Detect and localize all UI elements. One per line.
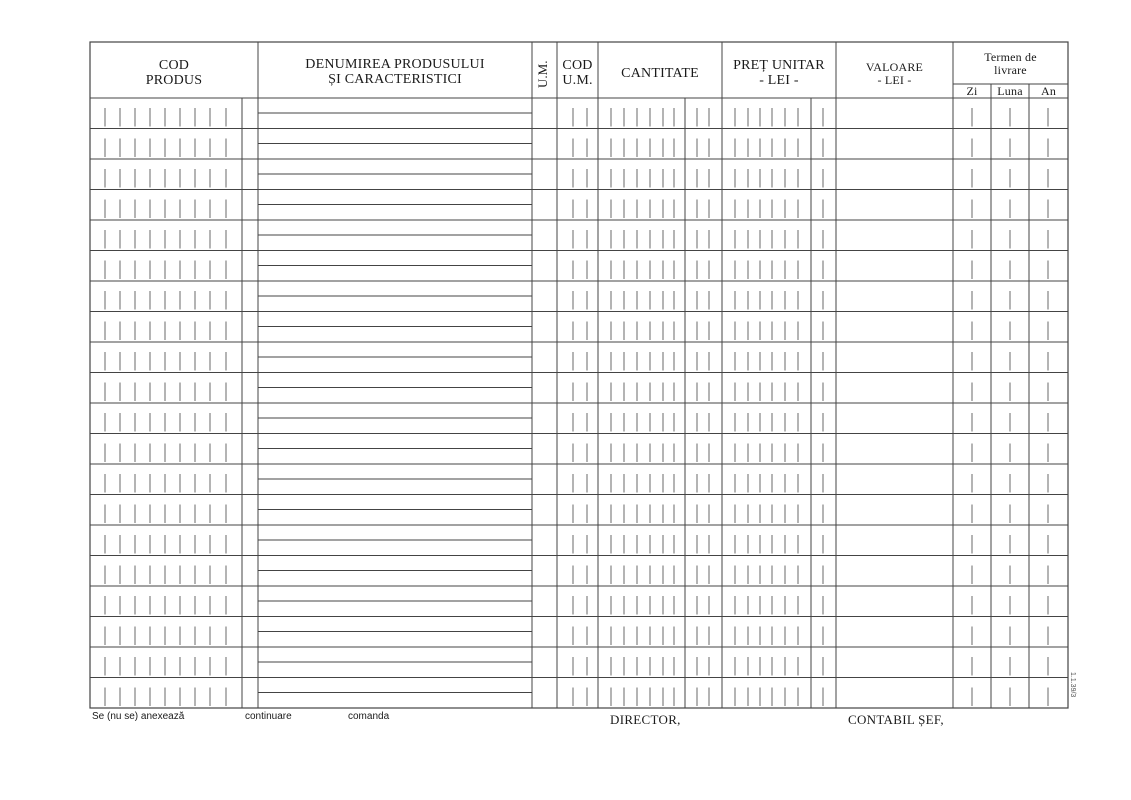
header-cantitate: CANTITATE bbox=[621, 65, 699, 81]
footer-continuare: continuare bbox=[245, 711, 292, 722]
footer-comanda: comanda bbox=[348, 711, 390, 722]
header-an: An bbox=[1040, 84, 1057, 99]
header-denumire: DENUMIREA PRODUSULUI ȘI CARACTERISTICI bbox=[305, 57, 485, 87]
form-border bbox=[90, 42, 1068, 708]
header-luna: Luna bbox=[997, 84, 1023, 99]
header-cod-produs: COD PRODUS bbox=[145, 58, 203, 88]
footer-director: DIRECTOR, bbox=[610, 712, 681, 727]
header-um: U.M. bbox=[535, 60, 550, 88]
header-pret-unitar: PREȚ UNITAR - LEI - bbox=[733, 58, 825, 88]
footer-anexeaza: Se (nu se) anexează bbox=[92, 711, 185, 722]
form-code: 1.1.39/3 bbox=[1069, 672, 1076, 698]
footer-contabil-sef: CONTABIL ȘEF, bbox=[848, 712, 944, 727]
header-cod-um: COD U.M. bbox=[562, 58, 593, 88]
header-valoare: VALOARE - LEI - bbox=[865, 60, 924, 87]
header-zi: Zi bbox=[966, 84, 978, 99]
header-termen-livrare: Termen de livrare bbox=[984, 50, 1037, 77]
